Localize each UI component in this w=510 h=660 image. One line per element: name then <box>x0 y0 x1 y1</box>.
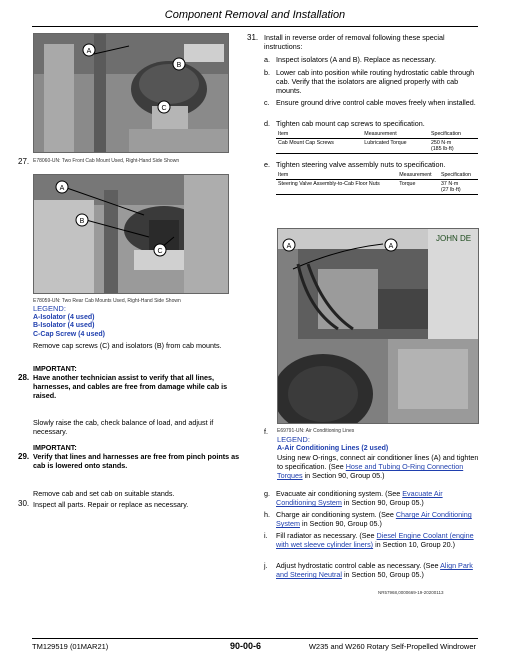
callout-a-label: A <box>59 185 65 192</box>
callout-a-label: A <box>286 243 292 250</box>
evacuate-ac-link[interactable]: Evacuate Air Conditioning System <box>276 489 443 507</box>
step-31-text: Install in reverse order of removal following these special instructions: <box>264 33 445 51</box>
substep-f-text: Using new O-rings, connect air conditioner lines (A) and tighten to specification. (See Hose and Tubing O-Ring Connection Torques in Section 90, Group 05.) <box>277 453 479 480</box>
substep-b <box>264 68 478 95</box>
figure-3-caption: E69791-UN: Air Conditioning Lines <box>277 428 355 434</box>
substep-g-text: Evacuate air conditioning system. (See Evacuate Air Conditioning System in Section 90, Group 05.) <box>276 489 443 507</box>
substep-c-letter: c. <box>264 98 270 107</box>
figure-1-caption: E78060-UN: Two Front Cab Mount Used, Right-Hand Side Shown <box>33 158 180 164</box>
substep-d-letter: d. <box>264 119 270 128</box>
substep-b-text: Lower cab into position while routing hydrostatic cable through cab. Verify that the isolators are aligned properly with cab mounts. <box>276 68 475 95</box>
steering-valve-spec-table <box>276 171 478 195</box>
callout-c-label: C <box>161 105 167 112</box>
step-28-number: 28. <box>18 373 30 382</box>
table2-cell-item: Steering Valve Assembly-to-Cab Floor Nuts <box>276 180 397 195</box>
legend-item-b: B-Isolator (4 used) <box>33 322 95 329</box>
substep-c-text: Ensure ground drive control cable moves freely when installed. <box>276 98 476 107</box>
step-27-text: Remove cap screws (C) and isolators (B) from cab mounts. <box>33 341 222 350</box>
figure-2-caption: E78059-UN: Two Rear Cab Mounts Used, Right-Hand Side Shown <box>33 298 181 304</box>
table1-cell-measurement: Lubricated Torque <box>362 139 429 154</box>
right-legend <box>277 436 388 453</box>
substep-a <box>264 55 478 64</box>
substep-i-text: Fill radiator as necessary. (See Diesel Engine Coolant (engine with wet sleeve cylinder liners) in Section 10, Group 20.) <box>276 531 474 549</box>
substep-j-letter: j. <box>264 561 268 570</box>
important-1-label: IMPORTANT: <box>33 364 77 373</box>
raise-cab-text: Slowly raise the cab, check balance of load, and adjust if necessary. <box>33 418 214 436</box>
callout-b-label: B <box>79 218 85 225</box>
substep-d <box>264 119 478 128</box>
substep-h <box>264 510 478 528</box>
header-rule <box>32 26 478 27</box>
align-park-link[interactable]: Align Park and Steering Neutral <box>276 561 473 579</box>
table1-header-spec: Specification <box>429 130 478 139</box>
footer-doc-id: TM129519 (01MAR21) <box>32 642 109 651</box>
substep-e-letter: e. <box>264 160 270 169</box>
substep-c <box>264 98 478 116</box>
substep-g <box>264 489 478 507</box>
substep-i-letter: i. <box>264 531 268 540</box>
substep-b-letter: b. <box>264 68 270 77</box>
table2-cell-measurement: Torque <box>397 180 439 195</box>
step-29-number: 29. <box>18 452 30 461</box>
substep-a-text: Inspect isolators (A and B). Replace as necessary. <box>276 55 437 64</box>
substep-i <box>264 531 478 558</box>
substep-j <box>264 561 478 579</box>
callout-c-label: C <box>157 248 163 255</box>
substep-j-text: Adjust hydrostatic control cable as necessary. (See Align Park and Steering Neutral in Section 50, Group 05.) <box>276 561 473 579</box>
table2-header-item: Item <box>276 171 397 180</box>
legend-item-a: A-Isolator (4 used) <box>33 313 95 321</box>
legend-item-a: A-Air Conditioning Lines (2 used) <box>277 444 389 452</box>
substep-h-letter: h. <box>264 510 270 519</box>
cab-mount-spec-table <box>276 130 478 154</box>
left-legend <box>33 305 105 339</box>
substep-e-text: Tighten steering valve assembly nuts to specification. <box>276 160 446 169</box>
table2-header-spec: Specification <box>439 171 478 180</box>
step-31-number: 31. <box>247 33 259 42</box>
callout-b-label: B <box>176 62 182 69</box>
step-29-text: Verify that lines and harnesses are free from pinch points as cab is lowered onto stands. <box>33 452 240 470</box>
rear-cab-mount-photo <box>33 174 229 294</box>
legend-item-c: C-Cap Screw (4 used) <box>33 330 105 338</box>
document-reference: NR57968,0000669-19-20200113 <box>378 590 444 595</box>
front-cab-mount-photo <box>33 33 229 153</box>
table1-cell-item: Cab Mount Cap Screws <box>276 139 362 154</box>
footer-page-number: 90-00-6 <box>230 641 262 651</box>
step-28-text: Have another technician assist to verify that all lines, harnesses, and cables are free from damage while cab is raised. <box>33 373 228 400</box>
coolant-link[interactable]: Diesel Engine Coolant (engine with wet sleeve cylinder liners) <box>276 531 474 549</box>
air-conditioning-lines-photo <box>277 228 479 424</box>
callout-a-label: A <box>388 243 394 250</box>
footer-rule <box>32 638 478 639</box>
substep-d-text: Tighten cab mount cap screws to specification. <box>276 119 425 128</box>
substep-f-letter: f. <box>264 427 268 436</box>
step-30-number: 30. <box>18 499 30 508</box>
table1-cell-spec: 250 N·m (185 lb·ft) <box>429 139 478 154</box>
substep-g-letter: g. <box>264 489 270 498</box>
step-27-number: 27. <box>18 157 30 166</box>
table1-header-measurement: Measurement <box>362 130 429 139</box>
charge-ac-link[interactable]: Charge Air Conditioning System <box>276 510 472 528</box>
hose-tubing-link[interactable]: Hose and Tubing O-Ring Connection Torques <box>277 462 464 480</box>
important-2-label: IMPORTANT: <box>33 443 77 452</box>
legend-title: LEGEND: <box>277 435 310 444</box>
substep-h-text: Charge air conditioning system. (See Charge Air Conditioning System in Section 90, Group 05.) <box>276 510 472 528</box>
table2-cell-spec: 37 N·m (27 lb·ft) <box>439 180 478 195</box>
remove-cab-text: Remove cab and set cab on suitable stands. <box>33 489 175 498</box>
table1-header-item: Item <box>276 130 362 139</box>
footer-product: W235 and W260 Rotary Self-Propelled Windrower <box>308 642 476 651</box>
page-header-title: Component Removal and Installation <box>164 9 346 21</box>
legend-title: LEGEND: <box>33 304 66 313</box>
substep-e <box>264 160 478 169</box>
step-30-text: Inspect all parts. Repair or replace as necessary. <box>33 500 189 509</box>
substep-a-letter: a. <box>264 55 270 64</box>
decal-text: JOHN DE <box>436 234 472 243</box>
table2-header-measurement: Measurement <box>397 171 439 180</box>
callout-a-label: A <box>86 48 92 55</box>
